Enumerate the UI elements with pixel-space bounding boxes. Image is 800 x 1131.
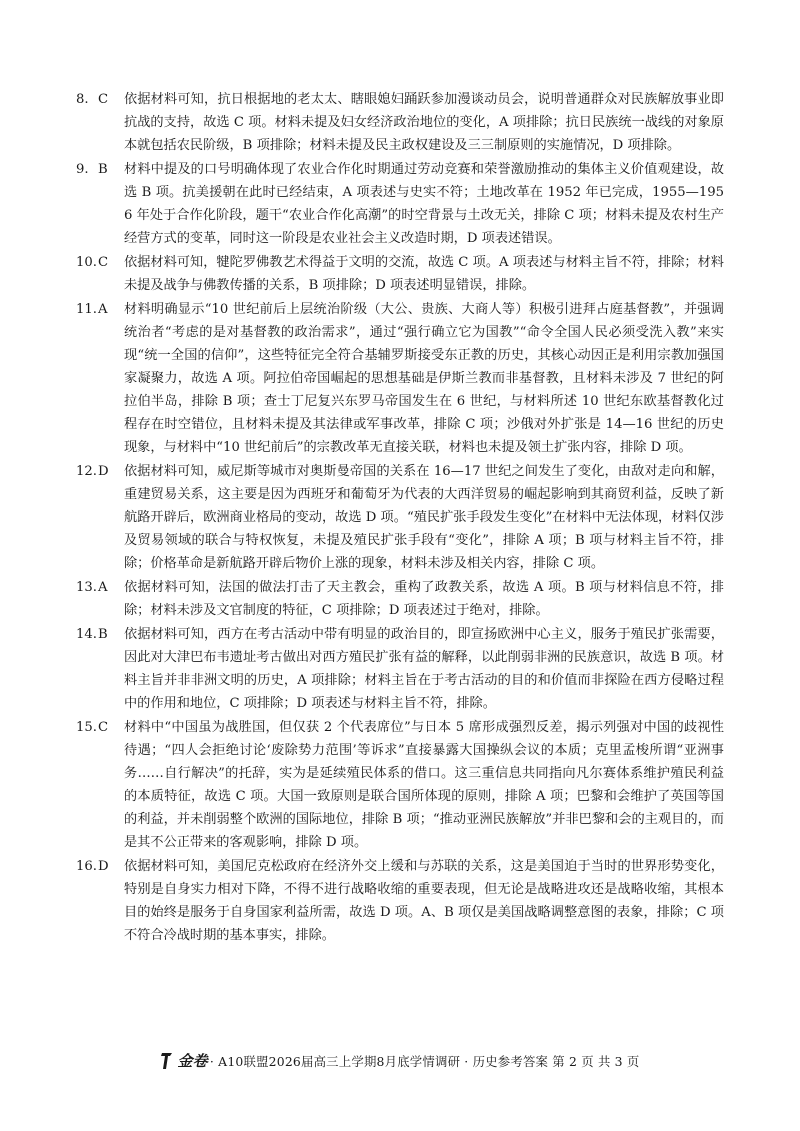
question-number: 15.: [76, 720, 97, 735]
page-footer: [0, 1050, 800, 1071]
answer-explanation: 材料中“中国虽为战胜国，但仅获 2 个代表席位”与日本 5 席形成强烈反差，揭示列强对中国的歧视性待遇；“四人会拒绝讨论‘废除势力范围’等诉求”直接暴露大国操纵会议的本质；克里孟梭所谓“亚洲事务……自行解决”的托辞，实为是延续殖民体系的借口。这三重信息共同指向凡尔赛体系维护殖民利益的本质特征，故选 C 项。大国一致原则是联合国所体现的原则，排除 A 项；巴黎和会维护了英国等国的利益，并未削弱整个欧洲的国际地位，排除 B 项；“推动亚洲民族解放”并非巴黎和会的主观目的，而是其不公正带来的客观影响，排除 D 项。: [124, 720, 724, 850]
question-number: 11.: [76, 302, 97, 317]
question-number: 12.: [76, 464, 97, 479]
answer-letter: D: [98, 464, 109, 479]
answer-item: [76, 855, 724, 947]
answer-explanation: 依据材料可知，法国的做法打击了天主教会，重构了政教关系，故选 A 项。B 项与材料信息不符，排除；材料未涉及文官制度的特征，C 项排除；D 项表述过于绝对，排除。: [124, 580, 724, 618]
answer-explanation: 依据材料可知，西方在考古活动中带有明显的政治目的，即宣扬欧洲中心主义，服务于殖民扩张需要，因此对大津巴布韦遗址考古做出对西方殖民扩张有益的解释，以此削弱非洲的民族意识，故选 B 项。材料主旨并非非洲文明的历史，A 项排除；材料主旨在于考古活动的目的和价值而非探险在西方侵略过程中的作用和地位，C 项排除；D 项表述与材料主旨不符，排除。: [124, 627, 724, 711]
answer-letter: B: [98, 162, 108, 177]
answer-explanation: 依据材料可知，威尼斯等城市对奥斯曼帝国的关系在 16—17 世纪之间发生了变化，由敌对走向和解，重建贸易关系，这主要是因为西班牙和葡萄牙为代表的大西洋贸易的崛起影响到其商贸利益，反映了新航路开辟后，欧洲商业格局的变动，故选 D 项。“殖民扩张手段发生变化”在材料中无法体现，材料仅涉及贸易领域的联合与特权恢复，未提及殖民扩张手段有“变化”，排除 A 项；B 项与材料主旨不符，排除；价格革命是新航路开辟后物价上涨的现象，材料未涉及相关内容，排除 C 项。: [124, 464, 724, 571]
answer-item: [76, 251, 724, 297]
answer-explanation: 依据材料可知，犍陀罗佛教艺术得益于文明的交流，故选 C 项。A 项表述与材料主旨不符，排除；材料未提及战争与佛教传播的关系，B 项排除；D 项表述明显错误，排除。: [124, 255, 724, 293]
question-number: 9.: [76, 162, 89, 177]
answer-letter: C: [98, 92, 109, 107]
footer-text: · A10联盟2026届高三上学期8月底学情调研 · 历史参考答案 第 2 页 共 3 页: [209, 1053, 640, 1069]
answer-item: [76, 716, 724, 854]
answer-item: [76, 623, 724, 715]
question-number: 13.: [76, 580, 97, 595]
answer-item: [76, 88, 724, 157]
question-number: 14.: [76, 627, 97, 642]
answer-list: [76, 88, 724, 948]
question-number: 16.: [76, 859, 97, 874]
answer-letter: A: [98, 580, 108, 595]
answer-explanation: 依据材料可知，抗日根据地的老太太、瞎眼媳妇踊跃参加漫谈动员会，说明普通群众对民族解放事业即抗战的支持，故选 C 项。材料未提及妇女经济政治地位的变化，A 项排除；抗日民族统一战线的对象原本就包括农民阶级，B 项排除；材料未提及民主政权建设及三三制原则的实施情况，D 项排除。: [124, 92, 724, 153]
answer-letter: D: [98, 859, 109, 874]
answer-letter: C: [98, 720, 109, 735]
question-number: 8.: [76, 92, 89, 107]
logo-text: 金卷: [177, 1052, 208, 1070]
answer-item: [76, 460, 724, 575]
answer-explanation: 材料明确显示“10 世纪前后上层统治阶级（大公、贵族、大商人等）积极引进拜占庭基督教”，并强调统治者“考虑的是对基督教的政治需求”，通过“强行确立它为国教”“命令全国人民必须受洗入教”来实现“统一全国的信仰”，这些特征完全符合基辅罗斯接受东正教的历史，其核心动因正是利用宗教加强国家凝聚力，故选 A 项。阿拉伯帝国崛起的思想基础是伊斯兰教而非基督教，且材料未涉及 7 世纪的阿拉伯半岛，排除 B 项；查士丁尼复兴东罗马帝国发生在 6 世纪，与材料所述 10 世纪东欧基督教化过程存在时空错位，且材料未提及其法律或军事改革，排除 C 项；沙俄对外扩张是 14—16 世纪的历史现象，与材料中“10 世纪前后”的宗教改革无直接关联，材料也未提及领土扩张内容，排除 D 项。: [124, 302, 724, 455]
answer-letter: B: [98, 627, 108, 642]
publisher-logo: [160, 1050, 207, 1071]
answer-item: [76, 158, 724, 250]
answer-letter: A: [98, 302, 108, 317]
answer-letter: C: [98, 255, 109, 270]
answer-item: [76, 576, 724, 622]
answer-item: [76, 298, 724, 459]
answer-explanation: 依据材料可知，美国尼克松政府在经济外交上缓和与苏联的关系，这是美国迫于当时的世界形势变化，特别是自身实力相对下降，不得不进行战略收缩的重要表现，但无论是战略进攻还是战略收缩，其根本目的始终是服务于自身国家利益所需，故选 D 项。A、B 项仅是美国战略调整意图的表象，排除；C 项不符合冷战时期的基本事实，排除。: [124, 859, 724, 943]
logo-mark-icon: [160, 1052, 174, 1070]
answer-explanation: 材料中提及的口号明确体现了农业合作化时期通过劳动竞赛和荣誉激励推动的集体主义价值观建设，故选 B 项。抗美援朝在此时已经结束，A 项表述与史实不符；土地改革在 1952 年已完成，1955—1956 年处于合作化阶段，题干“农业合作化高潮”的时空背景与土改无关，排除 C 项；材料未提及农村生产经营方式的变革，同时这一阶段是农业社会主义改造时期，D 项表述错误。: [124, 162, 724, 246]
question-number: 10.: [76, 255, 97, 270]
